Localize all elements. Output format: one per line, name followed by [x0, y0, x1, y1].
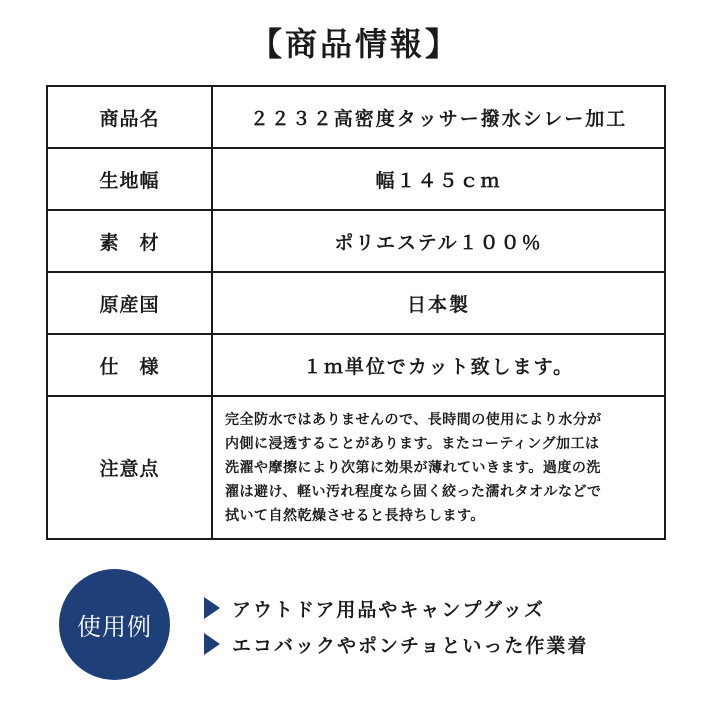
table-row — [47, 148, 665, 210]
usage-item-text: アウトドア用品やキャンプグッズ — [232, 598, 545, 621]
page-title: 【商品情報】 — [249, 25, 460, 63]
table-row — [47, 86, 665, 148]
table-row — [47, 396, 665, 539]
row-value-specification: １ｍ単位でカット致します。 — [212, 334, 665, 396]
row-value-material: ポリエステル１００％ — [212, 210, 665, 272]
table-row — [47, 272, 665, 334]
row-label-product-name: 商品名 — [47, 86, 212, 148]
usage-list — [204, 590, 684, 662]
row-value-product-name: ２２３２高密度タッサー撥水シレー加工 — [212, 86, 665, 148]
row-label-origin: 原産国 — [47, 272, 212, 334]
note-line: 洗濯や摩擦により次第に効果が薄れていきます。過度の洗 — [225, 459, 601, 476]
table-row — [47, 210, 665, 272]
row-value-origin: 日本製 — [212, 272, 665, 334]
row-label-fabric-width: 生地幅 — [47, 148, 212, 210]
triangle-right-icon — [204, 597, 220, 619]
usage-item-text: エコバックやポンチョといった作業着 — [232, 634, 589, 657]
usage-badge: 使用例 — [59, 569, 170, 680]
note-line: 内側に浸透することがあります。またコーティング加工は — [225, 435, 600, 452]
list-item — [204, 626, 684, 662]
row-value-fabric-width: 幅１４５ｃｍ — [212, 148, 665, 210]
note-line: 濯は避け、軽い汚れ程度なら固く絞った濡れタオルなどで — [225, 483, 602, 500]
list-item — [204, 590, 684, 626]
row-label-material: 素 材 — [47, 210, 212, 272]
row-label-specification: 仕 様 — [47, 334, 212, 396]
row-value-notes — [212, 396, 665, 539]
note-line: 拭いて自然乾燥させると長持ちします。 — [225, 507, 485, 524]
table-row — [47, 334, 665, 396]
product-info-table — [46, 85, 666, 540]
note-line: 完全防水ではありませんので、長時間の使用により水分が — [225, 411, 602, 428]
row-label-notes: 注意点 — [47, 396, 212, 539]
triangle-right-icon — [204, 633, 220, 655]
